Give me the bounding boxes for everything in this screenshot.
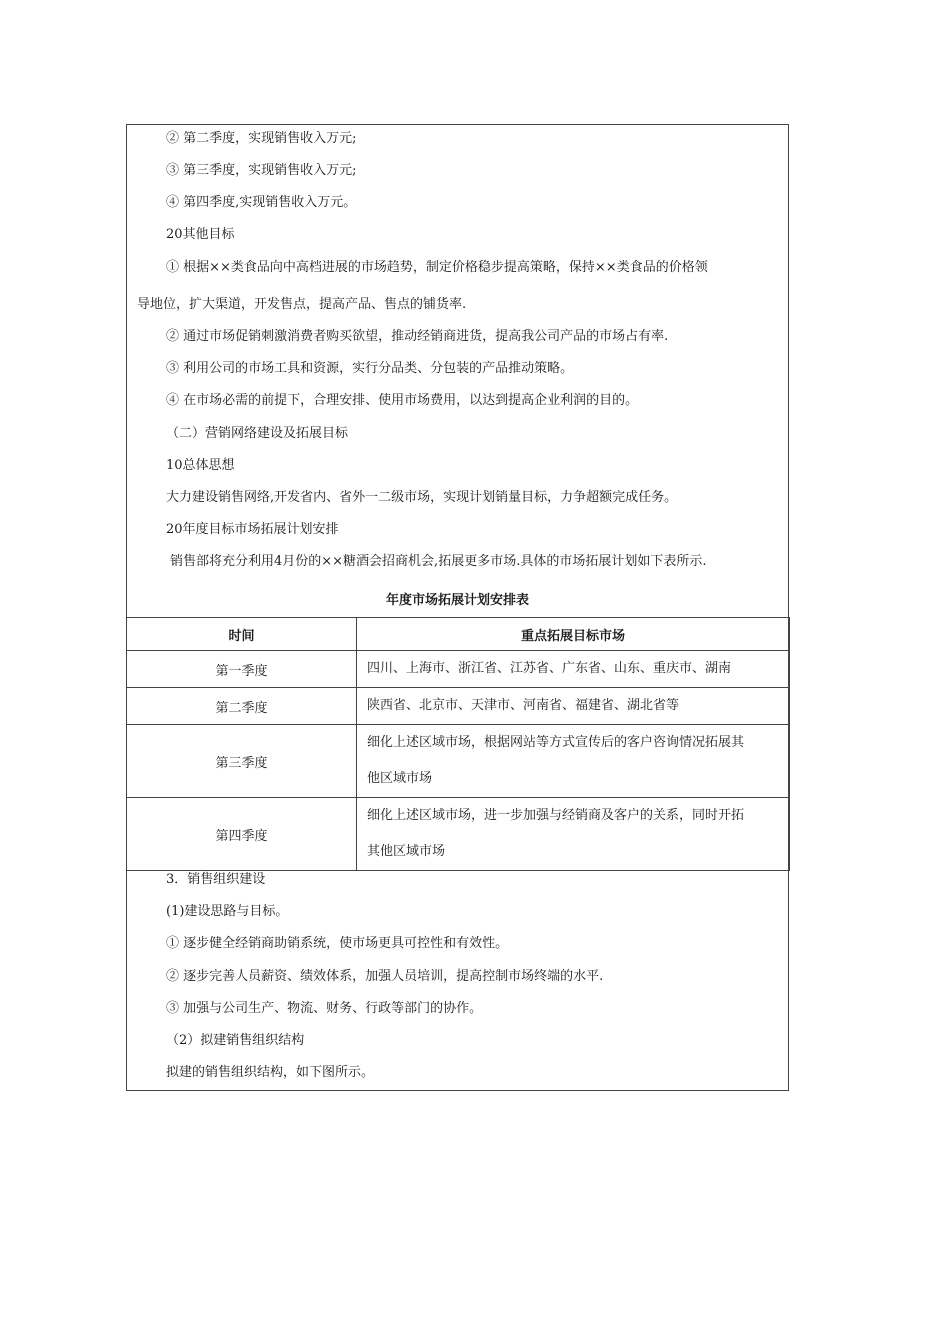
heading-market-plan: 20年度目标市场拓展计划安排: [166, 522, 339, 537]
heading-org-structure: （2）拟建销售组织结构: [166, 1033, 305, 1048]
table-caption: 年度市场拓展计划安排表: [385, 593, 529, 608]
table-header-row: [127, 618, 790, 651]
para-org-3: ③ 加强与公司生产、物流、财务、行政等部门的协作。: [166, 1001, 483, 1016]
table-row: [127, 798, 790, 871]
para-q3-target: ③ 第三季度，实现销售收入万元;: [166, 163, 357, 178]
para-goal-1-line1: ① 根据××类食品向中高档进展的市场趋势，制定价格稳步提高策略，保持××类食品的价格领: [166, 260, 708, 275]
table-row: [127, 725, 790, 798]
market-plan-table: [126, 617, 790, 871]
para-goal-2: ② 通过市场促销刺激消费者购买欲望，推动经销商进货，提高我公司产品的市场占有率.: [166, 329, 669, 344]
header-time: 时间: [127, 618, 357, 651]
para-goal-3: ③ 利用公司的市场工具和资源，实行分品类、分包装的产品推动策略。: [166, 361, 574, 376]
para-goal-4: ④ 在市场必需的前提下，合理安排、使用市场费用，以达到提高企业利润的目的。: [166, 393, 639, 408]
para-org-structure: 拟建的销售组织结构，如下图所示。: [166, 1065, 375, 1080]
para-q2-target: ② 第二季度，实现销售收入万元;: [166, 131, 357, 146]
para-market-plan-intro: 销售部将充分利用4月份的××糖酒会招商机会,拓展更多市场.具体的市场拓展计划如下表所示.: [170, 554, 707, 569]
markets-cell: 细化上述区域市场，进一步加强与经销商及客户的关系，同时开拓 其他区域市场: [357, 798, 790, 871]
document-frame: [126, 124, 789, 1091]
para-goal-1-line2: 导地位，扩大渠道，开发售点，提高产品、售点的铺货率.: [137, 297, 467, 312]
para-org-1: ① 逐步健全经销商助销系统，使市场更具可控性和有效性。: [166, 936, 509, 951]
markets-cell: 四川、上海市、浙江省、江苏省、广东省、山东、重庆市、湖南: [357, 651, 790, 688]
heading-network-goals: （二）营销网络建设及拓展目标: [166, 426, 349, 441]
markets-cell: 细化上述区域市场，根据网站等方式宣传后的客户咨询情况拓展其 他区域市场: [357, 725, 790, 798]
header-markets: 重点拓展目标市场: [357, 618, 790, 651]
heading-overall-thinking: 10总体思想: [166, 458, 235, 473]
para-overall-thinking: 大力建设销售网络,开发省内、省外一二级市场，实现计划销量目标，力争超额完成任务。: [166, 490, 678, 505]
heading-sales-org: 3．销售组织建设: [166, 872, 266, 887]
heading-build-approach: (1)建设思路与目标。: [166, 904, 289, 919]
heading-other-goals: 20其他目标: [166, 227, 235, 242]
table-row: [127, 688, 790, 725]
period-cell: 第三季度: [127, 725, 357, 798]
para-q4-target: ④ 第四季度,实现销售收入万元。: [166, 195, 357, 210]
para-org-2: ② 逐步完善人员薪资、绩效体系，加强人员培训，提高控制市场终端的水平.: [166, 969, 604, 984]
period-cell: 第一季度: [127, 651, 357, 688]
table-row: [127, 651, 790, 688]
period-cell: 第二季度: [127, 688, 357, 725]
period-cell: 第四季度: [127, 798, 357, 871]
markets-cell: 陕西省、北京市、天津市、河南省、福建省、湖北省等: [357, 688, 790, 725]
